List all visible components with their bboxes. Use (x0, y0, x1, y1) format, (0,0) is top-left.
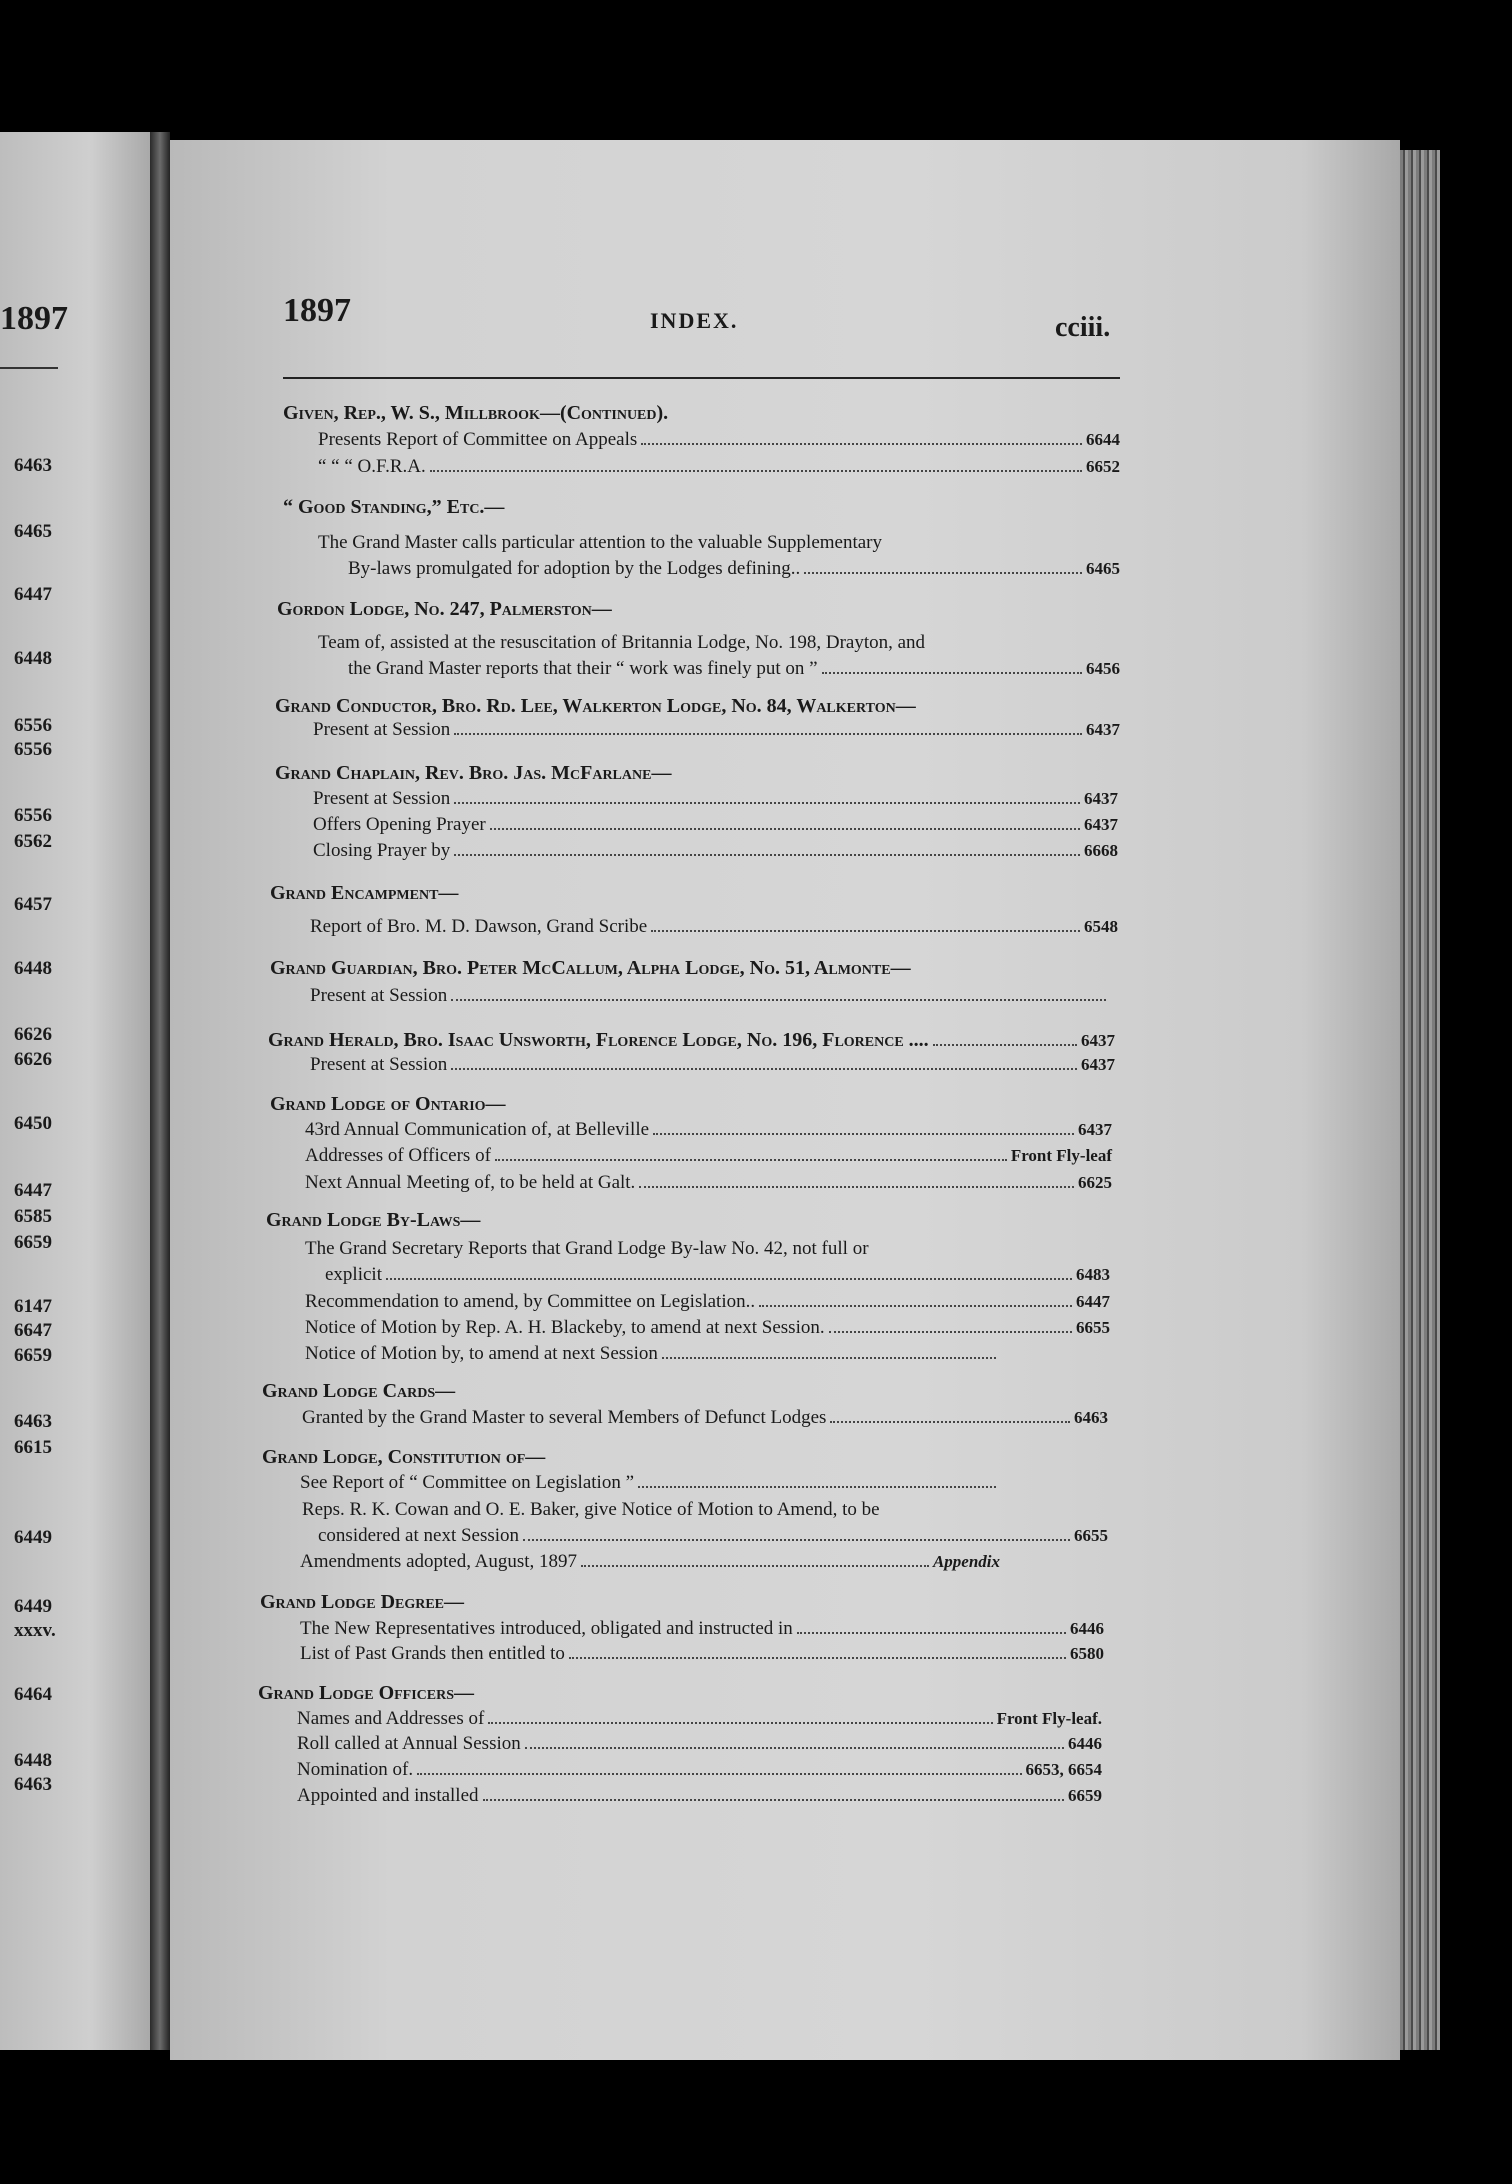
index-subentry (318, 454, 1120, 480)
entry-text: “ “ “ O.F.R.A. (318, 456, 426, 477)
entry-text: See Report of “ Committee on Legislation ” (300, 1472, 635, 1493)
page-reference: 6447 (1076, 1292, 1110, 1311)
index-subentry (297, 1783, 1102, 1809)
leader-dots (454, 838, 1080, 856)
entry-text: Names and Addresses of (297, 1708, 485, 1729)
leader-dots (569, 1641, 1066, 1659)
entry-text: The Grand Master calls particular attention to the valuable Supplementary (318, 532, 882, 553)
index-subentry (348, 656, 1120, 682)
entry-text: Report of Bro. M. D. Dawson, Grand Scribe (310, 916, 648, 937)
page-reference: 6446 (1068, 1734, 1102, 1753)
leader-dots (829, 1315, 1072, 1333)
page-reference: 6655 (1074, 1526, 1108, 1545)
page-reference: 6655 (1076, 1318, 1110, 1337)
index-subentry (318, 427, 1120, 453)
previous-page-number: 6447 (14, 584, 52, 605)
index-subentry (297, 1731, 1102, 1757)
previous-page-number: 6463 (14, 455, 52, 476)
page-reference: 6437 (1084, 789, 1118, 808)
entry-text: Nomination of. (297, 1759, 414, 1780)
entry-text: Gordon Lodge, No. 247, Palmerston— (277, 598, 612, 620)
index-subentry (313, 786, 1118, 812)
previous-page-number: 6585 (14, 1206, 52, 1227)
index-subentry (310, 914, 1118, 940)
leader-dots (523, 1523, 1070, 1541)
entry-text: Roll called at Annual Session (297, 1733, 521, 1754)
entry-text: Present at Session (310, 985, 448, 1006)
previous-page-number: 6464 (14, 1684, 52, 1705)
entry-text: Recommendation to amend, by Committee on Legislation.. (305, 1291, 756, 1312)
leader-dots (417, 1757, 1021, 1775)
index-heading (283, 400, 1120, 426)
index-subentry (313, 717, 1120, 743)
previous-page-number: 6465 (14, 521, 52, 542)
previous-page-number: 6626 (14, 1049, 52, 1070)
leader-dots (451, 1052, 1077, 1070)
index-subentry (305, 1143, 1112, 1169)
previous-page-number: 6448 (14, 958, 52, 979)
entry-text: Addresses of Officers of (305, 1145, 491, 1166)
page-reference: 6659 (1068, 1786, 1102, 1805)
leader-dots (495, 1143, 1007, 1161)
page-reference: 6625 (1078, 1173, 1112, 1192)
index-heading (270, 1091, 1010, 1117)
index-subentry (302, 1405, 1108, 1431)
entry-text: Grand Herald, Bro. Isaac Unsworth, Florence Lodge, No. 196, Florence .... (268, 1029, 929, 1051)
leader-dots (933, 1028, 1077, 1046)
leader-dots (430, 454, 1082, 472)
index-heading (268, 1027, 1115, 1053)
previous-page-number: 6626 (14, 1024, 52, 1045)
leader-dots (804, 556, 1082, 574)
page-reference: 6437 (1078, 1120, 1112, 1139)
previous-page-number: 6447 (14, 1180, 52, 1201)
entry-text: Grand Lodge By-Laws— (266, 1209, 481, 1231)
previous-page-number: 6556 (14, 805, 52, 826)
index-subentry (305, 1236, 1000, 1262)
index-heading (260, 1589, 1010, 1615)
index-subentry (302, 1497, 1000, 1523)
entry-text: Team of, assisted at the resuscitation of Britannia Lodge, No. 198, Drayton, and (318, 632, 926, 653)
index-subentry (310, 983, 1110, 1009)
page-reference: 6483 (1076, 1265, 1110, 1284)
leader-dots (651, 914, 1080, 932)
page-reference: Appendix (932, 1552, 1000, 1571)
running-head-year: 1897 (283, 292, 351, 329)
index-subentry (300, 1616, 1104, 1642)
entry-text: Amendments adopted, August, 1897 (300, 1551, 578, 1572)
index-subentry (297, 1706, 1102, 1732)
leader-dots (525, 1731, 1064, 1749)
previous-page-number: 6450 (14, 1113, 52, 1134)
index-subentry (305, 1341, 1000, 1367)
index-subentry (313, 838, 1118, 864)
entry-text: Offers Opening Prayer (313, 814, 486, 835)
page-reference: 6644 (1086, 430, 1120, 449)
entry-text: Next Annual Meeting of, to be held at Galt. (305, 1172, 636, 1193)
entry-text: Present at Session (313, 788, 451, 809)
entry-text: Notice of Motion by, to amend at next Session (305, 1343, 658, 1364)
previous-page-number: 6556 (14, 715, 52, 736)
previous-page-number: 6463 (14, 1774, 52, 1795)
index-subentry (318, 1523, 1108, 1549)
previous-page-number: xxxv. (14, 1620, 56, 1641)
leader-dots (454, 717, 1082, 735)
leader-dots (488, 1706, 992, 1724)
page-reference: Front Fly-leaf. (996, 1709, 1102, 1728)
entry-text: List of Past Grands then entitled to (300, 1643, 565, 1664)
leader-dots (641, 427, 1082, 445)
index-subentry (313, 812, 1118, 838)
page-reference: 6548 (1084, 917, 1118, 936)
index-subentry (310, 1052, 1115, 1078)
leader-dots (662, 1341, 996, 1359)
previous-page-number: 6448 (14, 648, 52, 669)
previous-page-number: 6562 (14, 831, 52, 852)
page-reference: 6437 (1084, 815, 1118, 834)
page-reference: 6465 (1086, 559, 1120, 578)
previous-page-number: 6659 (14, 1345, 52, 1366)
index-heading (275, 760, 1010, 786)
entry-text: “ Good Standing,” Etc.— (283, 496, 505, 518)
previous-page-rule (0, 367, 58, 369)
header-rule (283, 377, 1120, 379)
leader-dots (822, 656, 1082, 674)
index-subentry (305, 1117, 1112, 1143)
page-folio: cciii. (1055, 312, 1111, 343)
book-gutter (150, 132, 170, 2050)
entry-text: Grand Lodge Cards— (262, 1380, 456, 1402)
leader-dots (830, 1405, 1070, 1423)
entry-text: Notice of Motion by Rep. A. H. Blackeby, to amend at next Session. (305, 1317, 825, 1338)
leader-dots (454, 786, 1080, 804)
page-reference: 6456 (1086, 659, 1120, 678)
entry-text: Reps. R. K. Cowan and O. E. Baker, give Notice of Motion to Amend, to be (302, 1499, 880, 1520)
leader-dots (386, 1262, 1072, 1280)
entry-text: considered at next Session (318, 1525, 520, 1546)
index-heading (262, 1444, 1010, 1470)
entry-text: By-laws promulgated for adoption by the Lodges defining.. (348, 558, 801, 579)
entry-text: Closing Prayer by (313, 840, 451, 861)
index-heading (283, 494, 1120, 520)
previous-page-number: 6147 (14, 1296, 52, 1317)
entry-text: Grand Lodge, Constitution of— (262, 1446, 546, 1468)
previous-page-year: 1897 (0, 300, 68, 337)
index-heading (270, 880, 1010, 906)
index-subentry (305, 1315, 1110, 1341)
page-reference: 6446 (1070, 1619, 1104, 1638)
previous-page-number: 6659 (14, 1232, 52, 1253)
entry-text: Grand Conductor, Bro. Rd. Lee, Walkerton Lodge, No. 84, Walkerton— (275, 695, 916, 717)
entry-text: Appointed and installed (297, 1785, 479, 1806)
entry-text: Grand Lodge Officers— (258, 1682, 475, 1704)
leader-dots (638, 1470, 996, 1488)
previous-page-number: 6448 (14, 1750, 52, 1771)
leader-dots (759, 1289, 1072, 1307)
entry-text: Present at Session (310, 1054, 448, 1075)
entry-text: 43rd Annual Communication of, at Belleville (305, 1119, 650, 1140)
index-subentry (318, 630, 1010, 656)
index-subentry (300, 1549, 1000, 1575)
entry-text: explicit (325, 1264, 382, 1285)
entry-text: the Grand Master reports that their “ work was finely put on ” (348, 658, 818, 679)
previous-page-number: 6449 (14, 1527, 52, 1548)
previous-page-number: 6463 (14, 1411, 52, 1432)
entry-text: The Grand Secretary Reports that Grand Lodge By-law No. 42, not full or (305, 1238, 869, 1259)
page-reference: 6652 (1086, 457, 1120, 476)
index-subentry (325, 1262, 1110, 1288)
entry-text: Presents Report of Committee on Appeals (318, 429, 638, 450)
entry-text: Grand Lodge Degree— (260, 1591, 465, 1613)
index-heading (262, 1378, 1010, 1404)
index-heading (277, 596, 1120, 622)
entry-text: Given, Rep., W. S., Millbrook—(Continued). (283, 402, 669, 424)
leader-dots (797, 1616, 1066, 1634)
leader-dots (653, 1117, 1074, 1135)
entry-text: Granted by the Grand Master to several Members of Defunct Lodges (302, 1407, 827, 1428)
index-subentry (300, 1641, 1104, 1667)
previous-page-number: 6647 (14, 1320, 52, 1341)
page-reference: 6580 (1070, 1644, 1104, 1663)
previous-page-number: 6615 (14, 1437, 52, 1458)
page-reference: Front Fly-leaf (1010, 1146, 1112, 1165)
page-reference: 6437 (1081, 1055, 1115, 1074)
index-subentry (305, 1170, 1112, 1196)
index-subentry (297, 1757, 1102, 1783)
entry-text: Grand Encampment— (270, 882, 459, 904)
page-edges (1400, 150, 1440, 2050)
index-subentry (305, 1289, 1110, 1315)
index-heading (275, 693, 1010, 719)
page-reference: 6463 (1074, 1408, 1108, 1427)
entry-text: Present at Session (313, 719, 451, 740)
page-reference: 6668 (1084, 841, 1118, 860)
page-reference: 6653, 6654 (1025, 1760, 1102, 1779)
leader-dots (483, 1783, 1064, 1801)
entry-text: Grand Chaplain, Rev. Bro. Jas. McFarlane— (275, 762, 672, 784)
previous-page-number: 6449 (14, 1596, 52, 1617)
entry-text: The New Representatives introduced, obligated and instructed in (300, 1618, 793, 1639)
leader-dots (639, 1170, 1074, 1188)
index-heading (258, 1680, 1010, 1706)
running-head-title: INDEX. (650, 308, 739, 333)
leader-dots (451, 983, 1106, 1001)
previous-page-number: 6457 (14, 894, 52, 915)
entry-text: Grand Lodge of Ontario— (270, 1093, 506, 1115)
index-heading (270, 955, 1010, 981)
entry-text: Grand Guardian, Bro. Peter McCallum, Alpha Lodge, No. 51, Almonte— (270, 957, 911, 979)
index-subentry (318, 530, 1010, 556)
index-subentry (300, 1470, 1000, 1496)
previous-page-number: 6556 (14, 739, 52, 760)
page-reference: 6437 (1081, 1031, 1115, 1050)
leader-dots (490, 812, 1080, 830)
leader-dots (581, 1549, 929, 1567)
index-subentry (348, 556, 1120, 582)
page-reference: 6437 (1086, 720, 1120, 739)
index-heading (266, 1207, 1010, 1233)
